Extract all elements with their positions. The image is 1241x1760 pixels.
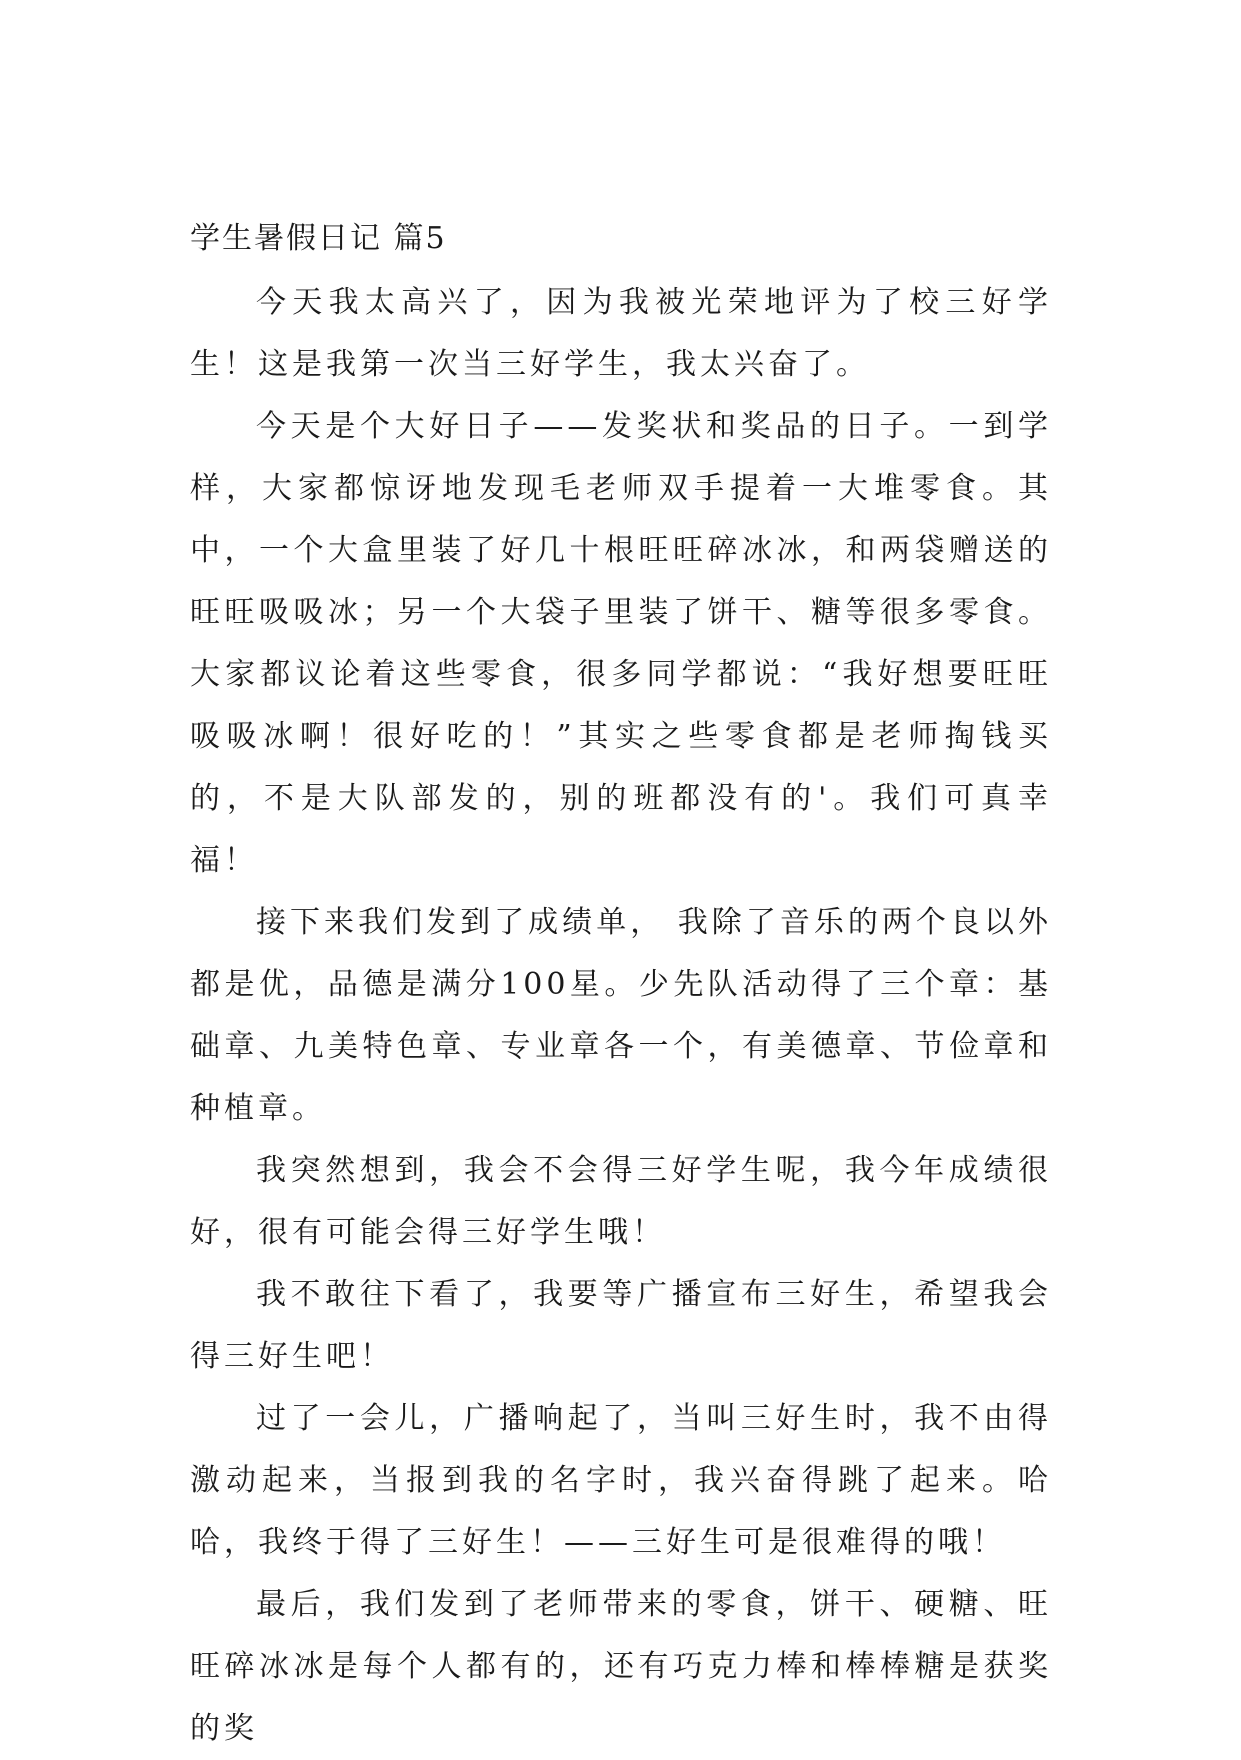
paragraph-1: 今天我太高兴了，因为我被光荣地评为了校三好学生！这是我第一次当三好学生，我太兴奋了。	[190, 285, 1052, 382]
document-body	[190, 220, 1052, 1760]
paragraph-5: 我不敢往下看了，我要等广播宣布三好生，希望我会得三好生吧！	[190, 1277, 1052, 1374]
paragraph-2: 今天是个大好日子——发奖状和奖品的日子。一到学样，大家都惊讶地发现毛老师双手提着一大堆零食。其中，一个大盒里装了好几十根旺旺碎冰冰，和两袋赠送的旺旺吸吸冰；另一个大袋子里装了饼干、糖等很多零食。大家都议论着这些零食，很多同学都说：“我好想要旺旺吸吸冰啊！很好吃的！”其实之些零食都是老师掏钱买的，不是大队部发的，别的班都没有的'。我们可真幸福！	[190, 409, 1052, 878]
paragraph-4: 我突然想到，我会不会得三好学生呢，我今年成绩很好，很有可能会得三好学生哦！	[190, 1153, 1052, 1250]
paragraph-7: 最后，我们发到了老师带来的零食，饼干、硬糖、旺旺碎冰冰是每个人都有的，还有巧克力棒和棒棒糖是获奖的奖	[190, 1587, 1052, 1746]
paragraph-3: 接下来我们发到了成绩单， 我除了音乐的两个良以外都是优，品德是满分100星。少先队活动得了三个章：基础章、九美特色章、专业章各一个，有美德章、节俭章和种植章。	[190, 905, 1052, 1126]
paragraph-6: 过了一会儿，广播响起了，当叫三好生时，我不由得激动起来，当报到我的名字时，我兴奋得跳了起来。哈哈，我终于得了三好生！——三好生可是很难得的哦！	[190, 1401, 1052, 1560]
page-title: 学生暑假日记 篇5	[190, 221, 447, 256]
